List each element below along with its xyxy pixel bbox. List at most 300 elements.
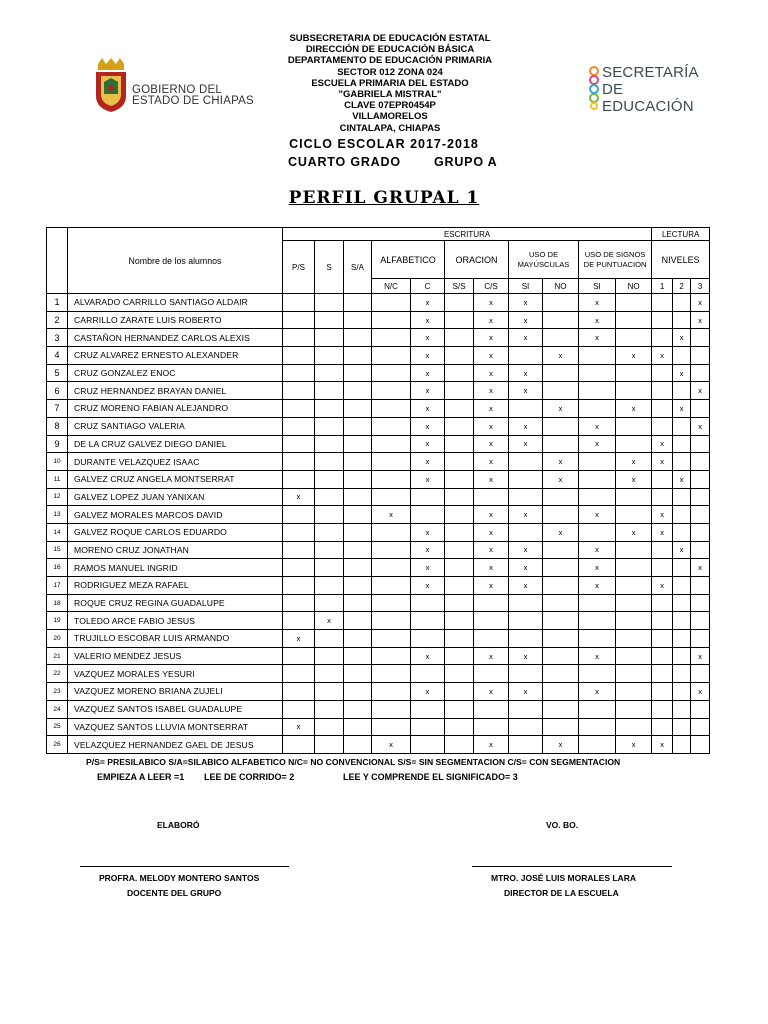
mark-cell <box>673 700 691 718</box>
mark-cell <box>445 417 474 435</box>
mark-cell <box>652 594 673 612</box>
mark-cell: x <box>543 347 579 365</box>
mark-cell <box>315 364 344 382</box>
student-name: CRUZ ALVAREZ ERNESTO ALEXANDER <box>68 347 283 365</box>
mark-cell <box>344 577 372 595</box>
mark-cell <box>283 559 315 577</box>
mark-cell: x <box>411 453 445 471</box>
student-name: VAZQUEZ MORENO BRIANA ZUJELI <box>68 683 283 701</box>
mark-cell: x <box>691 647 710 665</box>
mark-cell <box>445 453 474 471</box>
mark-cell <box>315 736 344 754</box>
mark-cell <box>543 382 579 400</box>
mark-cell <box>691 736 710 754</box>
mark-cell: x <box>411 417 445 435</box>
mark-cell <box>616 594 652 612</box>
mark-cell <box>283 329 315 347</box>
mark-cell <box>691 523 710 541</box>
student-row <box>47 347 710 365</box>
student-row <box>47 647 710 665</box>
mark-cell: x <box>283 718 315 736</box>
chiapas-coat-of-arms-icon <box>92 58 130 113</box>
mark-cell: x <box>691 683 710 701</box>
mark-cell: x <box>579 647 616 665</box>
mark-cell <box>616 488 652 506</box>
mark-cell <box>673 559 691 577</box>
mark-cell <box>579 364 616 382</box>
mark-cell: x <box>579 417 616 435</box>
mark-cell <box>509 488 543 506</box>
mark-cell <box>691 594 710 612</box>
mark-cell: x <box>509 559 543 577</box>
mark-cell: x <box>315 612 344 630</box>
mark-cell <box>474 665 509 683</box>
mark-cell: x <box>474 382 509 400</box>
mark-cell <box>372 683 411 701</box>
mark-cell <box>673 718 691 736</box>
mark-cell <box>673 683 691 701</box>
mark-cell: x <box>652 435 673 453</box>
mark-cell: x <box>579 577 616 595</box>
row-number: 9 <box>47 435 68 453</box>
mark-cell <box>411 700 445 718</box>
mark-cell: x <box>474 435 509 453</box>
mark-cell: x <box>616 453 652 471</box>
mark-cell <box>445 311 474 329</box>
mark-cell: x <box>691 559 710 577</box>
mark-cell <box>616 700 652 718</box>
mark-cell: x <box>372 506 411 524</box>
mark-cell <box>283 683 315 701</box>
student-row <box>47 294 710 312</box>
mark-cell <box>445 700 474 718</box>
student-name: TOLEDO ARCE FABIO JESUS <box>68 612 283 630</box>
nc-header: N/C <box>372 279 411 294</box>
mark-cell <box>691 700 710 718</box>
mark-cell: x <box>579 294 616 312</box>
mark-cell: x <box>691 311 710 329</box>
mark-cell <box>344 683 372 701</box>
right-signature-line <box>472 866 672 867</box>
mark-cell: x <box>509 364 543 382</box>
row-number: 20 <box>47 630 68 648</box>
mark-cell: x <box>543 736 579 754</box>
mark-cell <box>283 506 315 524</box>
oracion-header: ORACION <box>445 241 509 279</box>
mark-cell <box>411 630 445 648</box>
mark-cell <box>673 665 691 683</box>
mark-cell: x <box>616 400 652 418</box>
mark-cell <box>673 382 691 400</box>
mark-cell <box>283 435 315 453</box>
mark-cell <box>283 700 315 718</box>
mark-cell <box>372 311 411 329</box>
mark-cell: x <box>411 329 445 347</box>
row-number: 21 <box>47 647 68 665</box>
mark-cell <box>283 311 315 329</box>
mark-cell <box>283 347 315 365</box>
student-name: VAZQUEZ SANTOS ISABEL GUADALUPE <box>68 700 283 718</box>
mark-cell <box>344 400 372 418</box>
mark-cell <box>509 523 543 541</box>
sa-header: S/A <box>344 241 372 294</box>
chiapas-logo-text <box>132 85 254 107</box>
row-number: 12 <box>47 488 68 506</box>
mark-cell: x <box>474 364 509 382</box>
group-profile-table <box>46 227 710 754</box>
student-name: VELAZQUEZ HERNANDEZ GAEL DE JESUS <box>68 736 283 754</box>
student-row <box>47 417 710 435</box>
mark-cell: x <box>283 488 315 506</box>
mark-cell <box>283 470 315 488</box>
mark-cell <box>445 347 474 365</box>
row-number: 4 <box>47 347 68 365</box>
student-row <box>47 718 710 736</box>
student-row <box>47 470 710 488</box>
mark-cell <box>616 364 652 382</box>
mark-cell: x <box>616 470 652 488</box>
mark-cell <box>691 347 710 365</box>
mark-cell: x <box>474 294 509 312</box>
mark-cell <box>372 523 411 541</box>
puntuacion-header: USO DE SIGNOS DE PUNTUACION <box>579 241 652 279</box>
mark-cell <box>616 630 652 648</box>
mark-cell <box>616 382 652 400</box>
header-line: DIRECCIÓN DE EDUCACIÓN BÁSICA <box>305 44 475 56</box>
mark-cell <box>372 347 411 365</box>
mark-cell: x <box>411 294 445 312</box>
ps-header: P/S <box>283 241 315 294</box>
mark-cell <box>652 559 673 577</box>
mark-cell <box>372 665 411 683</box>
mark-cell <box>673 736 691 754</box>
mayusculas-si-header: SI <box>509 279 543 294</box>
mark-cell <box>616 417 652 435</box>
student-row <box>47 329 710 347</box>
mark-cell <box>445 329 474 347</box>
mark-cell <box>344 736 372 754</box>
student-row <box>47 364 710 382</box>
mark-cell <box>315 311 344 329</box>
mark-cell <box>616 647 652 665</box>
mark-cell <box>315 718 344 736</box>
mark-cell <box>543 364 579 382</box>
row-number: 11 <box>47 470 68 488</box>
mark-cell <box>474 612 509 630</box>
mark-cell <box>344 453 372 471</box>
mark-cell: x <box>652 577 673 595</box>
mark-cell <box>344 329 372 347</box>
mark-cell <box>616 718 652 736</box>
mark-cell: x <box>474 683 509 701</box>
mark-cell: x <box>691 382 710 400</box>
mark-cell <box>652 488 673 506</box>
student-name: GALVEZ MORALES MARCOS DAVID <box>68 506 283 524</box>
mark-cell <box>579 382 616 400</box>
mark-cell <box>283 294 315 312</box>
elaboro-label: ELABORÓ <box>157 820 200 830</box>
mark-cell <box>372 294 411 312</box>
nivel-3-header: 3 <box>691 279 710 294</box>
mark-cell <box>673 435 691 453</box>
mark-cell <box>315 523 344 541</box>
mark-cell: x <box>474 311 509 329</box>
mark-cell <box>691 488 710 506</box>
mark-cell <box>445 718 474 736</box>
ss-header: S/S <box>445 279 474 294</box>
mark-cell: x <box>509 435 543 453</box>
mark-cell <box>344 665 372 683</box>
logo-text-line-2: DE EDUCACIÓN <box>602 81 694 115</box>
row-number: 1 <box>47 294 68 312</box>
mark-cell <box>652 400 673 418</box>
student-name: CRUZ SANTIAGO VALERIA <box>68 417 283 435</box>
left-signature-line <box>80 866 289 867</box>
nivel-1-header: 1 <box>652 279 673 294</box>
student-name: VALERIO MENDEZ JESUS <box>68 647 283 665</box>
student-name: GALVEZ CRUZ ANGELA MONTSERRAT <box>68 470 283 488</box>
student-row <box>47 683 710 701</box>
mayusculas-no-header: NO <box>543 279 579 294</box>
mark-cell <box>691 612 710 630</box>
mark-cell <box>673 612 691 630</box>
mark-cell <box>652 665 673 683</box>
mark-cell <box>509 736 543 754</box>
corner-cell <box>47 228 68 294</box>
mark-cell: x <box>579 506 616 524</box>
mark-cell: x <box>411 400 445 418</box>
mark-cell <box>652 630 673 648</box>
mark-cell <box>283 453 315 471</box>
student-name: TRUJILLO ESCOBAR LUIS ARMANDO <box>68 630 283 648</box>
mark-cell: x <box>474 329 509 347</box>
mark-cell <box>673 594 691 612</box>
mark-cell <box>445 294 474 312</box>
mark-cell <box>543 612 579 630</box>
mayusculas-header: USO DE MAYÚSCULAS <box>509 241 579 279</box>
students-header: Nombre de los alumnos <box>68 228 283 294</box>
mark-cell <box>673 417 691 435</box>
mark-cell: x <box>474 506 509 524</box>
mark-cell <box>673 577 691 595</box>
mark-cell: x <box>474 559 509 577</box>
mark-cell <box>411 594 445 612</box>
secretaria-logo-text <box>602 64 718 115</box>
mark-cell: x <box>509 506 543 524</box>
mark-cell: x <box>411 559 445 577</box>
mark-cell: x <box>474 736 509 754</box>
mark-cell: x <box>474 541 509 559</box>
mark-cell <box>344 488 372 506</box>
mark-cell <box>673 647 691 665</box>
header-line: SECTOR 012 ZONA 024 <box>337 66 443 78</box>
mark-cell <box>344 559 372 577</box>
student-row <box>47 577 710 595</box>
mark-cell: x <box>652 506 673 524</box>
mark-cell <box>315 559 344 577</box>
mark-cell <box>372 488 411 506</box>
mark-cell <box>691 435 710 453</box>
mark-cell <box>673 347 691 365</box>
mark-cell: x <box>579 311 616 329</box>
mark-cell <box>445 364 474 382</box>
mark-cell <box>283 400 315 418</box>
header-line: "GABRIELA MISTRAL" <box>338 89 442 101</box>
mark-cell <box>509 630 543 648</box>
mark-cell <box>372 594 411 612</box>
mark-cell <box>509 347 543 365</box>
row-number: 3 <box>47 329 68 347</box>
row-number: 18 <box>47 594 68 612</box>
mark-cell <box>445 736 474 754</box>
mark-cell <box>543 311 579 329</box>
row-number: 6 <box>47 382 68 400</box>
row-number: 16 <box>47 559 68 577</box>
mark-cell <box>315 435 344 453</box>
mark-cell <box>616 506 652 524</box>
mark-cell: x <box>579 329 616 347</box>
mark-cell <box>474 718 509 736</box>
mark-cell: x <box>509 577 543 595</box>
mark-cell: x <box>474 470 509 488</box>
logo-text-line-1: GOBIERNO DEL <box>132 84 222 96</box>
mark-cell <box>652 541 673 559</box>
mark-cell <box>543 488 579 506</box>
mark-cell <box>579 612 616 630</box>
mark-cell: x <box>411 683 445 701</box>
mark-cell <box>616 683 652 701</box>
header-line: VILLAMORELOS <box>352 111 428 123</box>
niveles-header: NIVELES <box>652 241 710 279</box>
mark-cell <box>372 577 411 595</box>
mark-cell <box>315 700 344 718</box>
mark-cell <box>509 453 543 471</box>
mark-cell <box>691 364 710 382</box>
mark-cell: x <box>543 523 579 541</box>
mark-cell <box>691 577 710 595</box>
mark-cell: x <box>673 364 691 382</box>
mark-cell <box>543 541 579 559</box>
mark-cell <box>315 630 344 648</box>
mark-cell: x <box>652 453 673 471</box>
header-line: CINTALAPA, CHIAPAS <box>339 122 441 134</box>
mark-cell: x <box>509 647 543 665</box>
mark-cell <box>445 488 474 506</box>
mark-cell <box>474 594 509 612</box>
mark-cell <box>283 417 315 435</box>
mark-cell <box>474 488 509 506</box>
mark-cell: x <box>652 736 673 754</box>
mark-cell <box>344 718 372 736</box>
student-name: CARRILLO ZARATE LUIS ROBERTO <box>68 311 283 329</box>
mark-cell <box>344 435 372 453</box>
c-header: C <box>411 279 445 294</box>
row-number: 19 <box>47 612 68 630</box>
mark-cell: x <box>579 683 616 701</box>
student-row <box>47 665 710 683</box>
mark-cell <box>579 488 616 506</box>
mark-cell <box>315 400 344 418</box>
mark-cell <box>691 453 710 471</box>
mark-cell <box>509 700 543 718</box>
mark-cell <box>344 311 372 329</box>
mark-cell: x <box>616 523 652 541</box>
mark-cell <box>372 612 411 630</box>
student-name: CASTAÑON HERNANDEZ CARLOS ALEXIS <box>68 329 283 347</box>
mark-cell <box>579 594 616 612</box>
mark-cell <box>283 541 315 559</box>
page-title <box>0 188 768 208</box>
mark-cell <box>652 612 673 630</box>
school-header <box>240 33 540 134</box>
student-row <box>47 559 710 577</box>
mark-cell <box>673 488 691 506</box>
cs-header: C/S <box>474 279 509 294</box>
mark-cell <box>474 630 509 648</box>
mark-cell <box>411 612 445 630</box>
mark-cell <box>673 311 691 329</box>
mark-cell <box>673 630 691 648</box>
mark-cell <box>543 630 579 648</box>
mark-cell <box>616 577 652 595</box>
mark-cell <box>315 541 344 559</box>
mark-cell: x <box>509 329 543 347</box>
mark-cell: x <box>673 470 691 488</box>
mark-cell: x <box>411 470 445 488</box>
header-line: ESCUELA PRIMARIA DEL ESTADO <box>311 77 469 89</box>
mark-cell <box>579 736 616 754</box>
mark-cell <box>543 700 579 718</box>
mark-cell: x <box>411 364 445 382</box>
mark-cell <box>616 541 652 559</box>
mark-cell <box>344 382 372 400</box>
student-name: DURANTE VELAZQUEZ ISAAC <box>68 453 283 471</box>
mark-cell <box>543 594 579 612</box>
mark-cell <box>652 647 673 665</box>
mark-cell <box>445 683 474 701</box>
mark-cell <box>543 417 579 435</box>
mark-cell: x <box>474 647 509 665</box>
mark-cell <box>315 594 344 612</box>
header-line: DEPARTAMENTO DE EDUCACIÓN PRIMARIA <box>287 55 493 67</box>
mark-cell <box>691 541 710 559</box>
mark-cell: x <box>411 523 445 541</box>
mark-cell: x <box>411 311 445 329</box>
mark-cell <box>315 665 344 683</box>
mark-cell <box>344 541 372 559</box>
nivel-2-header: 2 <box>673 279 691 294</box>
student-row <box>47 435 710 453</box>
mark-cell <box>411 665 445 683</box>
mark-cell <box>579 700 616 718</box>
mark-cell: x <box>652 523 673 541</box>
mark-cell <box>579 453 616 471</box>
mark-cell <box>543 559 579 577</box>
mark-cell <box>543 577 579 595</box>
mark-cell: x <box>474 577 509 595</box>
student-row <box>47 523 710 541</box>
puntuacion-si-header: SI <box>579 279 616 294</box>
mark-cell <box>344 347 372 365</box>
student-name: VAZQUEZ SANTOS LLUVIA MONTSERRAT <box>68 718 283 736</box>
mark-cell <box>543 665 579 683</box>
row-number: 2 <box>47 311 68 329</box>
student-row <box>47 612 710 630</box>
legend-level-3: LEE Y COMPRENDE EL SIGNIFICADO= 3 <box>343 772 518 782</box>
mark-cell <box>691 718 710 736</box>
mark-cell <box>315 382 344 400</box>
mark-cell <box>411 736 445 754</box>
